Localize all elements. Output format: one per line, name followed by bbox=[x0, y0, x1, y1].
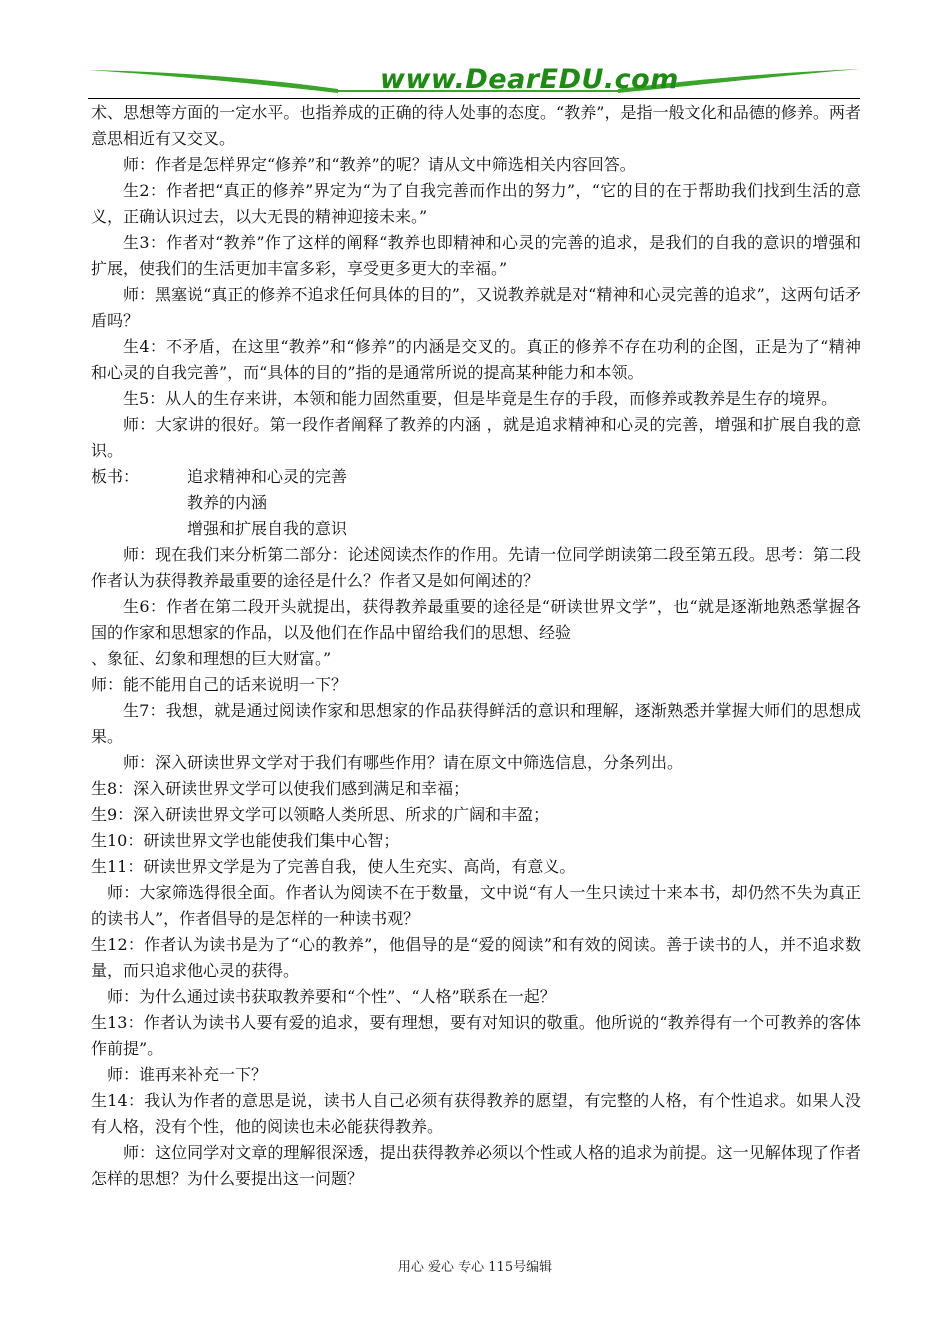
paragraph: 生7：我想，就是通过阅读作家和思想家的作品获得鲜活的意识和理解，逐渐熟悉并掌握大师们的思想成果。 bbox=[91, 701, 861, 746]
paragraph: 生10：研读世界文学也能使我们集中心智； bbox=[91, 831, 400, 850]
paragraph: 师：谁再来补充一下？ bbox=[107, 1065, 268, 1084]
paragraph: 师：深入研读世界文学对于我们有哪些作用？请在原文中筛选信息，分条列出。 bbox=[123, 753, 684, 772]
paragraph: 生9：深入研读世界文学可以领略人类所思、所求的广阔和丰盈； bbox=[91, 805, 550, 824]
header-divider bbox=[88, 98, 860, 99]
paragraph: 生14：我认为作者的意思是说，读书人自己必须有获得教养的愿望，有完整的人格，有个性追求。如果人没有人格，没有个性，他的阅读也未必能获得教养。 bbox=[91, 1091, 861, 1136]
document-body bbox=[91, 100, 861, 1192]
paragraph: 生13：作者认为读书人要有爱的追求，要有理想，要有对知识的敬重。他所说的“教养得有一个可教养的客体作前提”。 bbox=[91, 1013, 861, 1058]
paragraph: 生4：不矛盾，在这里“教养”和“修养”的内涵是交叉的。真正的修养不存在功利的企图，正是为了“精神和心灵的自我完善”，而“具体的目的”指的是通常所说的提高某种能力和本领。 bbox=[91, 337, 861, 382]
paragraph: 生8：深入研读世界文学可以使我们感到满足和幸福； bbox=[91, 779, 470, 798]
board-items bbox=[187, 464, 347, 542]
paragraph: 生11：研读世界文学是为了完善自我，使人生充实、高尚，有意义。 bbox=[91, 857, 576, 876]
board-item: 教养的内涵 bbox=[187, 493, 268, 512]
paragraph: 术、思想等方面的一定水平。也指养成的正确的待人处事的态度。“教养”，是指一般文化和品德的修养。两者意思相近有又交叉。 bbox=[91, 103, 861, 148]
paragraph: 师：这位同学对文章的理解很深透，提出获得教养必须以个性或人格的追求为前提。这一见解体现了作者怎样的思想？为什么要提出这一问题？ bbox=[91, 1143, 861, 1188]
board-item: 增强和扩展自我的意识 bbox=[187, 519, 348, 538]
paragraph: 生12：作者认为读书是为了“心的教养”，他倡导的是“爱的阅读”和有效的阅读。善于读书的人，并不追求数量，而只追求他心灵的获得。 bbox=[91, 935, 861, 980]
blackboard-notes bbox=[91, 464, 861, 542]
board-item: 追求精神和心灵的完善 bbox=[187, 467, 348, 486]
paragraph: 生3：作者对“教养”作了这样的阐释“教养也即精神和心灵的完善的追求，是我们的自我的意识的增强和扩展，使我们的生活更加丰富多彩，享受更多更大的幸福。” bbox=[91, 233, 861, 278]
site-logo-text: www.DearEDU.com bbox=[380, 64, 679, 95]
paragraph: 师：大家筛选得很全面。作者认为阅读不在于数量，文中说“有人一生只读过十来本书，却仍然不失为真正的读书人”，作者倡导的是怎样的一种读书观？ bbox=[91, 883, 861, 928]
page-footer: 用心 爱心 专心 115号编辑 bbox=[397, 1260, 553, 1275]
paragraph: 生5：从人的生存来讲，本领和能力固然重要，但是毕竟是生存的手段，而修养或教养是生存的境界。 bbox=[123, 389, 838, 408]
paragraph: 师：能不能用自己的话来说明一下？ bbox=[91, 675, 348, 694]
paragraph: 师：为什么通过读书获取教养要和“个性”、“人格”联系在一起？ bbox=[107, 987, 556, 1006]
paragraph: 师：现在我们来分析第二部分：论述阅读杰作的作用。先请一位同学朗读第二段至第五段。思考：第二段作者认为获得教养最重要的途径是什么？作者又是如何阐述的？ bbox=[91, 545, 861, 590]
paragraph: 师：黑塞说“真正的修养不追求任何具体的目的”，又说教养就是对“精神和心灵完善的追求”，这两句话矛盾吗？ bbox=[91, 285, 861, 330]
paragraph-group-1 bbox=[91, 100, 861, 464]
paragraph: 生6：作者在第二段开头就提出，获得教养最重要的途径是“研读世界文学”，也“就是逐渐地熟悉掌握各国的作家和思想家的作品，以及他们在作品中留给我们的思想、经验 bbox=[91, 597, 861, 642]
paragraph: 生2：作者把“真正的修养”界定为“为了自我完善而作出的努力”，“它的目的在于帮助我们找到生活的意义，正确认识过去，以大无畏的精神迎接未来。” bbox=[91, 181, 861, 226]
board-label: 板书： bbox=[91, 467, 140, 486]
site-header bbox=[88, 62, 860, 102]
paragraph: 师：大家讲的很好。第一段作者阐释了教养的内涵 ，就是追求精神和心灵的完善，增强和扩展自我的意识。 bbox=[91, 415, 861, 460]
paragraph: 师：作者是怎样界定“修养”和“教养”的呢？请从文中筛选相关内容回答。 bbox=[123, 155, 636, 174]
paragraph-group-2 bbox=[91, 542, 861, 1192]
paragraph: 、象征、幻象和理想的巨大财富。” bbox=[91, 649, 332, 668]
